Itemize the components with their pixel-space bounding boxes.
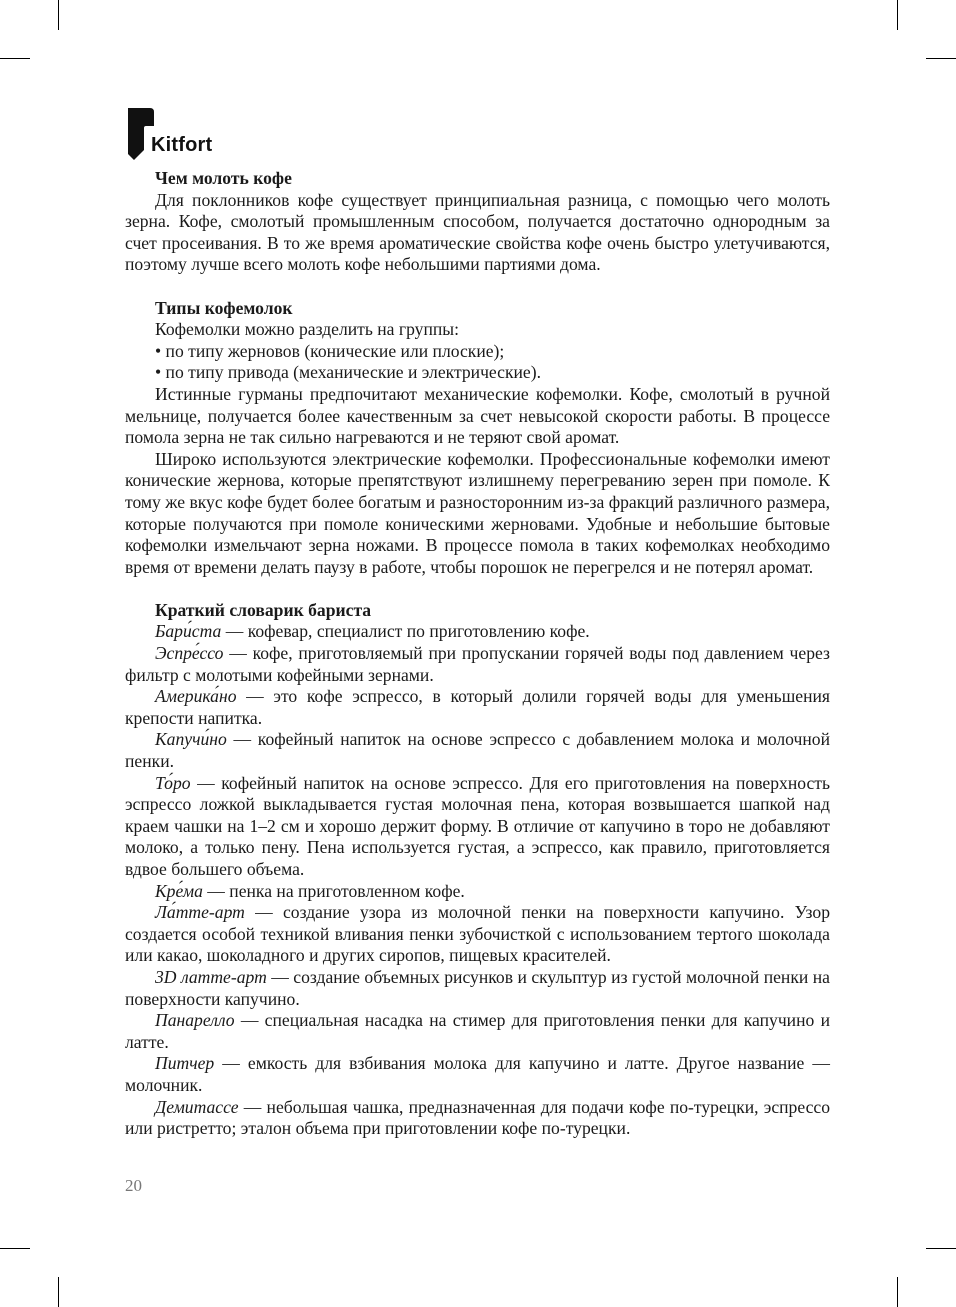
paragraph: Истинные гурманы предпочитают механические кофемолки. Кофе, смолотый в ручной мельнице, получается более качественным за счет невысокой скорости работы. В процессе помола зерна не так сильно нагреваются и не теряют свой аромат. <box>125 383 830 448</box>
glossary-definition: — создание объемных рисунков и скульптур из густой молочной пенки на поверхности капучино. <box>125 966 830 1009</box>
glossary-term: 3D латте-арт <box>155 966 267 987</box>
crop-mark <box>0 1248 30 1249</box>
glossary-definition: — кофейный напиток на основе эспрессо. Для его приготовления на поверхность эспрессо ложкой выкладывается густая молочная пена, которая возвышается шапкой над краем чашки на 1–2 см и хорошо держит форму. В отличие от капучино в торо не добавляют молоко, а только пену. Пена используется густая, а эспрессо, как правило, приготовляется вдвое большего объема. <box>125 772 830 879</box>
glossary-term: Капучи́но <box>155 729 227 750</box>
paragraph: Кофемолки можно разделить на группы: <box>155 319 460 340</box>
document-body <box>125 168 830 1140</box>
glossary-definition: — кофейный напиток на основе эспрессо с добавлением молока и молочной пенки. <box>125 729 830 772</box>
glossary-definition: — это кофе эспрессо, в который долили горячей воды для уменьшения крепости напитка. <box>125 686 830 728</box>
glossary-definition: — кофе, приготовляемый при пропускании горячей воды под давлением через фильтр с молотыми кофейными зернами. <box>125 643 830 685</box>
glossary-term: Америка́но <box>155 686 237 707</box>
glossary-entry <box>125 621 830 643</box>
glossary-term: Бари́ста <box>155 621 222 642</box>
glossary-entry <box>125 881 830 903</box>
crop-mark <box>58 1277 59 1307</box>
crop-mark <box>58 0 59 30</box>
crop-mark <box>897 1277 898 1307</box>
section-heading: Типы кофемолок <box>155 297 293 318</box>
glossary-term: Эспре́ссо <box>155 643 224 664</box>
section-heading: Чем молоть кофе <box>155 168 292 188</box>
glossary-entry <box>125 1097 830 1140</box>
glossary-entry <box>125 686 830 729</box>
section-heading: Краткий словарик бариста <box>155 599 372 620</box>
glossary-definition: — емкость для взбивания молока для капучино и латте. Другое название — молочник. <box>125 1053 830 1095</box>
glossary-definition: — создание узора из молочной пенки на поверхности капучино. Узор создается особой техникой вливания пенки зубочисткой с использованием тертого шоколада или какао, шоколадного и других сиропов, пищевых красителей. <box>125 902 830 966</box>
glossary-entry <box>125 773 830 881</box>
glossary-entry <box>125 1053 830 1096</box>
glossary-entry <box>125 729 830 772</box>
glossary-definition: — пенка на приготовленном кофе. <box>202 880 465 901</box>
crop-mark <box>926 58 956 59</box>
glossary-definition: — специальная насадка на стимер для приготовления пенки для капучино и латте. <box>125 1010 830 1052</box>
glossary-entry <box>125 643 830 686</box>
list-item: • по типу привода (механические и электрические). <box>155 362 541 383</box>
glossary-definition: — кофевар, специалист по приготовлению кофе. <box>221 621 590 642</box>
paragraph: Для поклонников кофе существует принципиальная разница, с помощью чего молоть зерна. Кофе, смолотый промышленным способом, получается достаточно однородным за счет просеивания. В то же время ароматические свойства кофе очень быстро улетучиваются, поэтому лучше всего молоть кофе небольшими партиями дома. <box>125 189 830 275</box>
crop-mark <box>897 0 898 30</box>
page-number: 20 <box>125 1176 142 1195</box>
glossary-term: Демитассе <box>155 1096 239 1117</box>
glossary-term: Кре́ма <box>155 880 203 901</box>
glossary-entry <box>125 1010 830 1053</box>
glossary-definition: — небольшая чашка, предназначенная для подачи кофе по-турецки, эспрессо или ристретто; эталон объема при приготовлении кофе по-турецки. <box>125 1096 830 1139</box>
glossary-term: Ла́тте-арт <box>155 902 245 923</box>
glossary-term: Панарелло <box>155 1010 235 1031</box>
paragraph: Широко используются электрические кофемолки. Профессиональные кофемолки имеют конические жернова, которые препятствуют излишнему перегреванию зерен при помоле. К тому же вкус кофе будет более богатым и разносторонним из-за фракций различного размера, которые получаются при помоле коническими жерновами. Удобные и небольшие бытовые кофемолки измельчают зерна ножами. В процессе помола в таких кофемолках необходимо время от времени делать паузу в работе, чтобы порошок не перегрелся и не потерял аромат. <box>125 448 830 577</box>
crop-mark <box>0 58 30 59</box>
crop-mark <box>926 1248 956 1249</box>
list-item: • по типу жерновов (конические или плоские); <box>155 340 505 361</box>
glossary-entry <box>125 902 830 967</box>
glossary-term: То́ро <box>155 772 191 793</box>
brand-name: Kitfort <box>151 134 213 156</box>
glossary-entry <box>125 967 830 1010</box>
glossary-term: Питчер <box>155 1053 215 1074</box>
